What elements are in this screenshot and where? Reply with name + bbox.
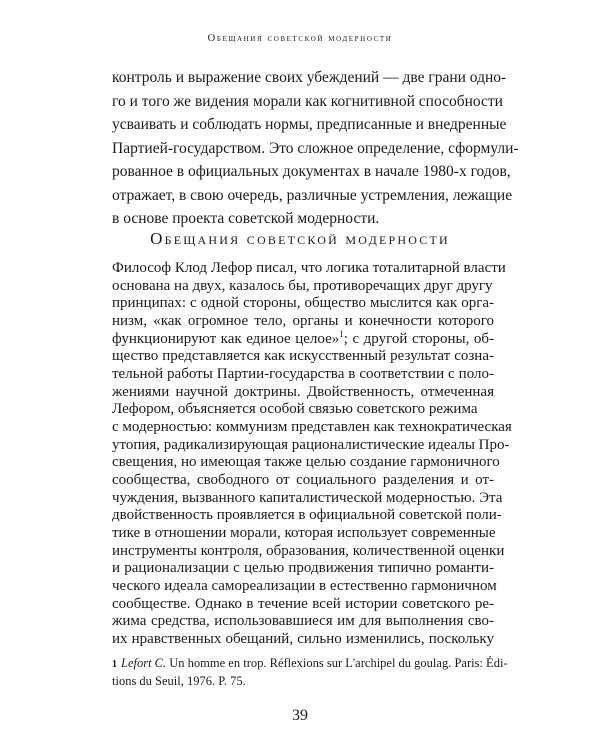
text-line: Лефором, объясняется особой связью советского режима [112, 401, 478, 418]
footnote-line [112, 655, 508, 673]
text-line: в основе проекта советской модерности. [112, 210, 380, 227]
text-line-with-note [112, 328, 494, 347]
text-line: принципах: с одной стороны, общество мыслится как орга- [112, 295, 494, 312]
footnote-reference[interactable]: 1 [339, 328, 344, 339]
running-head: Обещания советской модерности [207, 33, 393, 44]
text-line: сообщества, свободного от социального разделения и от- [112, 472, 494, 488]
text-line: го и того же видения морали как когнитивной способности [112, 92, 503, 110]
text-line: Партией-государством. Это сложное определение, сформули- [112, 139, 519, 157]
text-line: их нравственных обещаний, сильно изменились, поскольку [112, 631, 494, 647]
text-line: инструменты контроля, образования, количественной оценки [112, 542, 505, 559]
section-heading: Обещания советской модерности [150, 229, 450, 248]
text-line: контроль и выражение своих убеждений — две грани одно- [112, 69, 507, 86]
text-line: жима средства, использовавшиеся им для выполнения сво- [112, 613, 494, 630]
page-number: 39 [292, 707, 308, 724]
footnote-text: Un homme en trop. Réflexions sur L'archipel du goulag. Paris: Édi- [169, 656, 508, 670]
text-line: усваивать и соблюдать нормы, предписанные и внедренные [112, 116, 507, 133]
text-line: отражает, в свою очередь, различные устремления, лежащие [112, 186, 513, 204]
text-line: Философ Клод Лефор писал, что логика тоталитарной власти [112, 260, 506, 276]
text-line: утопия, радикализирующая рационалистические идеалы Про- [112, 436, 510, 453]
text-line: и рационализации с целью продвижения типично романти- [112, 560, 494, 577]
footnote-author: Lefort C. [121, 656, 167, 670]
text-line: чуждения, вызванного капиталистической модерностью. Эта [112, 489, 503, 506]
text-line: основана на двух, казалось бы, противоречащих друг другу [112, 277, 493, 294]
text-fragment: ; с другой стороны, об- [343, 330, 494, 347]
text-line: жениями научной доктрины. Двойственность, отмеченная [112, 383, 494, 400]
text-line: щество представляется как искусственный результат сознa- [112, 348, 494, 365]
text-line: свещения, но имеющая также целью создание гармоничного [112, 454, 500, 471]
text-line: двойственность проявляется в официальной советской поли- [112, 507, 502, 524]
text-line: рованное в официальных документах в начале 1980-х годов, [112, 163, 511, 180]
text-fragment: функционируют как единое целое» [112, 330, 340, 347]
text-line: с модерностью: коммунизм представлен как технократическая [112, 419, 512, 435]
text-line: тике в отношении морали, которая использует современные [112, 525, 496, 541]
footnote-marker: 1 [112, 659, 117, 670]
text-line: ческого идеала самореализации в естественно гармоничном [112, 578, 497, 594]
text-line: тельной работы Партии-государства в соответствии с поло- [112, 366, 494, 382]
text-line: сообществе. Однако в течение всей истории советского ре- [112, 595, 494, 612]
footnote-line: tions du Seuil, 1976. P. 75. [112, 674, 246, 688]
text-line: низм, «как огромное тело, органы и конечности которого [112, 313, 494, 329]
